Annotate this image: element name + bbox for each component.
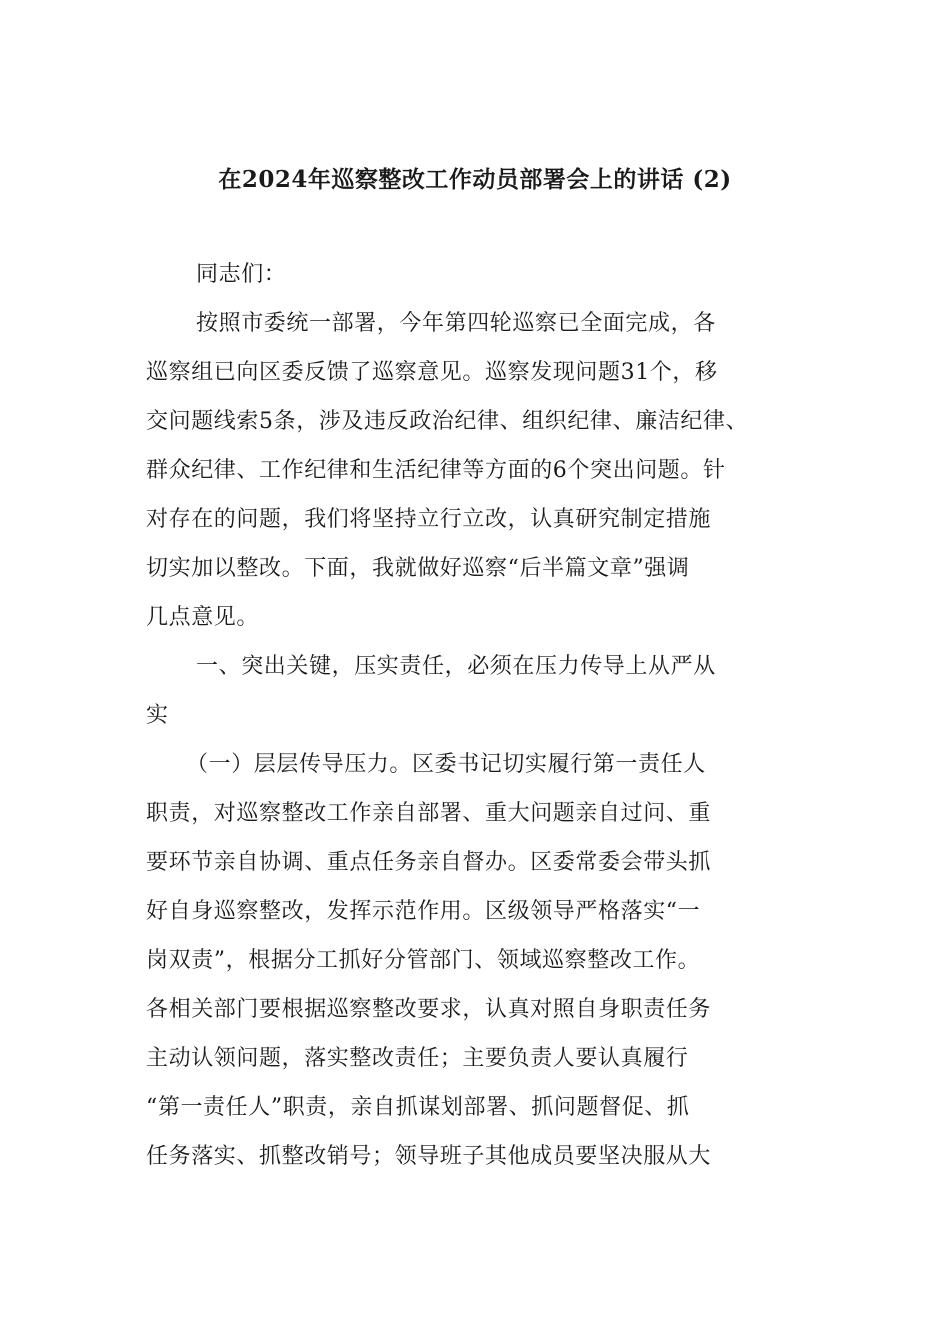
- paragraph-line: 任务落实、抓整改销号；领导班子其他成员要坚决服从大: [146, 1144, 712, 1169]
- document-title: 在2024年巡察整改工作动员部署会上的讲话 (2): [218, 166, 732, 193]
- paragraph-line: 交问题线索5条，涉及违反政治纪律、组织纪律、廉洁纪律、: [146, 409, 749, 434]
- section-heading-line: 实: [146, 703, 169, 728]
- paragraph-line: 对存在的问题，我们将坚持立行立改，认真研究制定措施: [146, 507, 712, 532]
- paragraph-line: 要环节亲自协调、重点任务亲自督办。区委常委会带头抓: [146, 850, 712, 875]
- paragraph-line: 切实加以整改。下面，我就做好巡察“后半篇文章”强调: [146, 556, 690, 581]
- section-heading-line: 一、突出关键，压实责任，必须在压力传导上从严从: [196, 654, 716, 679]
- paragraph-line: “第一责任人”职责，亲自抓谋划部署、抓问题督促、抓: [146, 1095, 690, 1120]
- paragraph-line: 按照市委统一部署，今年第四轮巡察已全面完成，各: [196, 311, 716, 336]
- paragraph-line: 群众纪律、工作纪律和生活纪律等方面的6个突出问题。针: [146, 458, 726, 483]
- paragraph-line: 几点意见。: [146, 605, 260, 630]
- paragraph-line: 巡察组已向区委反馈了巡察意见。巡察发现问题31个，移: [146, 360, 718, 385]
- document-body: [146, 250, 826, 1181]
- paragraph-line: 岗双责”，根据分工抓好分管部门、领域巡察整改工作。: [146, 948, 701, 973]
- paragraph-line: 职责，对巡察整改工作亲自部署、重大问题亲自过问、重: [146, 801, 712, 826]
- paragraph-line: 各相关部门要根据巡察整改要求，认真对照自身职责任务: [146, 997, 712, 1022]
- paragraph-line: 主动认领问题，落实整改责任；主要负责人要认真履行: [146, 1046, 689, 1071]
- paragraph-line: 好自身巡察整改，发挥示范作用。区级领导严格落实“一: [146, 899, 701, 924]
- paragraph-line: （一）层层传导压力。区委书记切实履行第一责任人: [186, 752, 706, 777]
- salutation-line: 同志们：: [196, 262, 287, 287]
